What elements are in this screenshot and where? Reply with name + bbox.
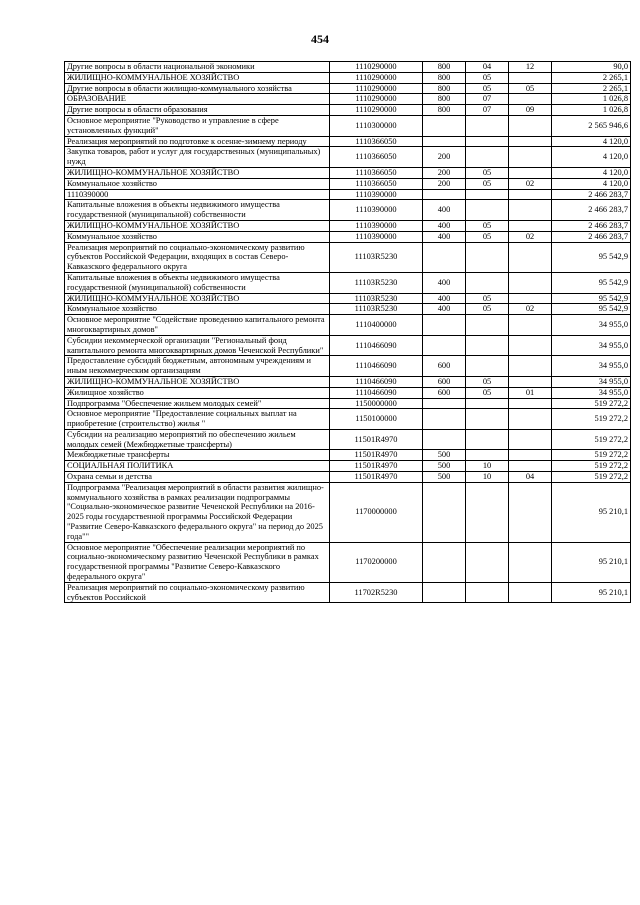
item-name-cell: Межбюджетные трансферты [65,450,330,461]
target-code-cell: 11501R4970 [330,429,423,450]
table-row [65,147,631,168]
expense-type-cell: 200 [423,167,466,178]
expense-type-cell [423,315,466,336]
item-name-cell: Подпрограмма "Обеспечение жильем молодых семей" [65,398,330,409]
table-row [65,242,631,272]
table-row [65,136,631,147]
table-row [65,482,631,542]
table-row [65,582,631,603]
target-code-cell: 1110466090 [330,387,423,398]
target-code-cell: 1110390000 [330,189,423,200]
table-row [65,409,631,430]
section-cell: 05 [466,376,509,387]
subsection-cell [509,272,552,293]
amount-cell: 95 210,1 [552,542,631,582]
page-number: 454 [311,32,329,46]
section-cell: 05 [466,72,509,83]
subsection-cell [509,72,552,83]
item-name-cell: Основное мероприятие "Обеспечение реализации мероприятий по социально-экономическому развитию Чеченской Республики в рамках государственной программы "Развитие Северо-Кавказского федерального округа" [65,542,330,582]
expense-type-cell [423,409,466,430]
item-name-cell: Коммунальное хозяйство [65,231,330,242]
item-name-cell: Субсидии некоммерческой организации "Региональный фонд капитального ремонта многоквартирных домов Чеченской Республики" [65,335,330,356]
subsection-cell [509,136,552,147]
amount-cell: 2 466 283,7 [552,189,631,200]
item-name-cell: ЖИЛИЩНО-КОММУНАЛЬНОЕ ХОЗЯЙСТВО [65,293,330,304]
subsection-cell [509,94,552,105]
table-row [65,472,631,483]
table-row [65,293,631,304]
table-row [65,450,631,461]
item-name-cell: Реализация мероприятий по подготовке к осенне-зимнему периоду [65,136,330,147]
table-row [65,62,631,73]
amount-cell: 95 210,1 [552,482,631,542]
table-row [65,167,631,178]
expense-type-cell [423,542,466,582]
subsection-cell [509,220,552,231]
amount-cell: 4 120,0 [552,167,631,178]
subsection-cell [509,167,552,178]
item-name-cell: 1110390000 [65,189,330,200]
target-code-cell: 11501R4970 [330,450,423,461]
item-name-cell: Реализация мероприятий по социально-экономическому развитию субъектов Российской Федерации, входящих в состав Северо-Кавказского федерального округа [65,242,330,272]
section-cell: 05 [466,387,509,398]
target-code-cell: 1110366050 [330,136,423,147]
target-code-cell: 1110290000 [330,72,423,83]
amount-cell: 519 272,2 [552,461,631,472]
expense-type-cell: 800 [423,83,466,94]
table-row [65,220,631,231]
item-name-cell: Субсидии на реализацию мероприятий по обеспечению жильем молодых семей (Межбюджетные трансферты) [65,429,330,450]
table-row [65,178,631,189]
target-code-cell: 1170200000 [330,542,423,582]
expense-type-cell: 400 [423,304,466,315]
amount-cell: 4 120,0 [552,136,631,147]
item-name-cell: Другие вопросы в области национальной экономики [65,62,330,73]
target-code-cell: 1110366050 [330,178,423,189]
section-cell [466,242,509,272]
amount-cell: 34 955,0 [552,335,631,356]
table-row [65,356,631,377]
section-cell: 07 [466,94,509,105]
expense-type-cell: 500 [423,461,466,472]
section-cell [466,189,509,200]
item-name-cell: Основное мероприятие "Руководство и управление в сфере установленных функций" [65,115,330,136]
target-code-cell: 1110466090 [330,356,423,377]
subsection-cell [509,398,552,409]
table-row [65,200,631,221]
section-cell [466,136,509,147]
target-code-cell: 11103R5230 [330,293,423,304]
target-code-cell: 1170000000 [330,482,423,542]
amount-cell: 2 265,1 [552,83,631,94]
subsection-cell [509,409,552,430]
item-name-cell: Капитальные вложения в объекты недвижимого имущества государственной (муниципальной) собственности [65,200,330,221]
amount-cell: 95 542,9 [552,272,631,293]
amount-cell: 1 026,8 [552,94,631,105]
expense-type-cell: 800 [423,72,466,83]
expense-type-cell [423,335,466,356]
budget-table [64,61,631,603]
amount-cell: 34 955,0 [552,315,631,336]
amount-cell: 95 542,9 [552,304,631,315]
target-code-cell: 1110290000 [330,105,423,116]
expense-type-cell: 800 [423,105,466,116]
amount-cell: 34 955,0 [552,376,631,387]
target-code-cell: 1110390000 [330,220,423,231]
section-cell: 05 [466,178,509,189]
section-cell [466,115,509,136]
table-row [65,83,631,94]
item-name-cell: Основное мероприятие "Предоставление социальных выплат на приобретение (строительство) жилья " [65,409,330,430]
amount-cell: 519 272,2 [552,472,631,483]
target-code-cell: 1110390000 [330,200,423,221]
item-name-cell: Основное мероприятие "Содействие проведению капитального ремонта многоквартирных домов" [65,315,330,336]
subsection-cell [509,429,552,450]
target-code-cell: 1110290000 [330,83,423,94]
section-cell [466,147,509,168]
section-cell [466,409,509,430]
expense-type-cell: 200 [423,178,466,189]
target-code-cell: 1150000000 [330,398,423,409]
subsection-cell [509,376,552,387]
expense-type-cell [423,242,466,272]
expense-type-cell: 400 [423,231,466,242]
item-name-cell: Охрана семьи и детства [65,472,330,483]
section-cell [466,582,509,603]
subsection-cell [509,542,552,582]
item-name-cell: ЖИЛИЩНО-КОММУНАЛЬНОЕ ХОЗЯЙСТВО [65,72,330,83]
subsection-cell [509,582,552,603]
target-code-cell: 1110300000 [330,115,423,136]
section-cell [466,272,509,293]
target-code-cell: 11702R5230 [330,582,423,603]
subsection-cell [509,461,552,472]
expense-type-cell: 200 [423,147,466,168]
target-code-cell: 11103R5230 [330,242,423,272]
section-cell [466,335,509,356]
section-cell: 10 [466,472,509,483]
section-cell [466,356,509,377]
subsection-cell [509,189,552,200]
expense-type-cell: 400 [423,220,466,231]
expense-type-cell [423,115,466,136]
section-cell [466,315,509,336]
table-row [65,231,631,242]
item-name-cell: Предоставление субсидий бюджетным, автономным учреждениям и иным некоммерческим организациям [65,356,330,377]
section-cell: 05 [466,220,509,231]
item-name-cell: Реализация мероприятий по социально-экономическому развитию субъектов Российской [65,582,330,603]
subsection-cell: 05 [509,83,552,94]
item-name-cell: ЖИЛИЩНО-КОММУНАЛЬНОЕ ХОЗЯЙСТВО [65,220,330,231]
table-row [65,94,631,105]
expense-type-cell: 400 [423,293,466,304]
target-code-cell: 1110466090 [330,376,423,387]
section-cell [466,398,509,409]
item-name-cell: ЖИЛИЩНО-КОММУНАЛЬНОЕ ХОЗЯЙСТВО [65,376,330,387]
amount-cell: 95 542,9 [552,293,631,304]
subsection-cell: 04 [509,472,552,483]
amount-cell: 2 466 283,7 [552,220,631,231]
expense-type-cell [423,429,466,450]
subsection-cell: 09 [509,105,552,116]
item-name-cell: Подпрограмма "Реализация мероприятий в области развития жилищно-коммунального хозяйства в рамках реализации подпрограммы "Социально-экономическое развитие Чеченской Республики на 2016-2025 годы государственной программы Российской Федерации "Развитие Северо-Кавказского федерального округа" на период до 2025 года"" [65,482,330,542]
section-cell: 05 [466,293,509,304]
table-row [65,105,631,116]
subsection-cell: 02 [509,178,552,189]
table-row [65,189,631,200]
table-row [65,387,631,398]
section-cell [466,200,509,221]
expense-type-cell: 400 [423,272,466,293]
item-name-cell: Закупка товаров, работ и услуг для государственных (муниципальных) нужд [65,147,330,168]
target-code-cell: 1110400000 [330,315,423,336]
budget-table-body [65,62,631,603]
item-name-cell: Другие вопросы в области образования [65,105,330,116]
expense-type-cell: 800 [423,62,466,73]
amount-cell: 519 272,2 [552,398,631,409]
amount-cell: 95 210,1 [552,582,631,603]
amount-cell: 2 565 946,6 [552,115,631,136]
section-cell: 05 [466,231,509,242]
table-row [65,72,631,83]
table-row [65,115,631,136]
target-code-cell: 11103R5230 [330,272,423,293]
amount-cell: 519 272,2 [552,450,631,461]
section-cell [466,542,509,582]
section-cell: 05 [466,167,509,178]
item-name-cell: Жилищное хозяйство [65,387,330,398]
target-code-cell: 1110290000 [330,94,423,105]
amount-cell: 2 466 283,7 [552,200,631,221]
target-code-cell: 1110366050 [330,167,423,178]
target-code-cell: 1110390000 [330,231,423,242]
section-cell [466,482,509,542]
expense-type-cell: 500 [423,450,466,461]
expense-type-cell: 800 [423,94,466,105]
table-row [65,461,631,472]
expense-type-cell [423,189,466,200]
target-code-cell: 1110366050 [330,147,423,168]
table-row [65,398,631,409]
subsection-cell [509,335,552,356]
table-row [65,304,631,315]
amount-cell: 519 272,2 [552,409,631,430]
expense-type-cell [423,398,466,409]
amount-cell: 2 466 283,7 [552,231,631,242]
amount-cell: 34 955,0 [552,387,631,398]
table-row [65,542,631,582]
target-code-cell: 11501R4970 [330,472,423,483]
amount-cell: 4 120,0 [552,178,631,189]
section-cell [466,450,509,461]
target-code-cell: 1150100000 [330,409,423,430]
subsection-cell [509,293,552,304]
expense-type-cell [423,136,466,147]
section-cell: 10 [466,461,509,472]
expense-type-cell [423,482,466,542]
table-row [65,376,631,387]
expense-type-cell: 600 [423,356,466,377]
amount-cell: 519 272,2 [552,429,631,450]
subsection-cell [509,356,552,377]
amount-cell: 95 542,9 [552,242,631,272]
target-code-cell: 11501R4970 [330,461,423,472]
table-row [65,429,631,450]
subsection-cell [509,147,552,168]
table-row [65,335,631,356]
target-code-cell: 11103R5230 [330,304,423,315]
amount-cell: 4 120,0 [552,147,631,168]
table-row [65,272,631,293]
expense-type-cell: 400 [423,200,466,221]
item-name-cell: СОЦИАЛЬНАЯ ПОЛИТИКА [65,461,330,472]
item-name-cell: Коммунальное хозяйство [65,178,330,189]
expense-type-cell: 500 [423,472,466,483]
subsection-cell [509,242,552,272]
subsection-cell [509,315,552,336]
section-cell: 05 [466,304,509,315]
section-cell: 07 [466,105,509,116]
subsection-cell [509,115,552,136]
item-name-cell: ЖИЛИЩНО-КОММУНАЛЬНОЕ ХОЗЯЙСТВО [65,167,330,178]
amount-cell: 2 265,1 [552,72,631,83]
amount-cell: 1 026,8 [552,105,631,116]
amount-cell: 90,0 [552,62,631,73]
expense-type-cell: 600 [423,387,466,398]
subsection-cell: 01 [509,387,552,398]
expense-type-cell: 600 [423,376,466,387]
subsection-cell: 12 [509,62,552,73]
subsection-cell [509,482,552,542]
subsection-cell [509,200,552,221]
table-row [65,315,631,336]
item-name-cell: ОБРАЗОВАНИЕ [65,94,330,105]
section-cell: 05 [466,83,509,94]
subsection-cell [509,450,552,461]
item-name-cell: Капитальные вложения в объекты недвижимого имущества государственной (муниципальной) собственности [65,272,330,293]
target-code-cell: 1110466090 [330,335,423,356]
section-cell: 04 [466,62,509,73]
amount-cell: 34 955,0 [552,356,631,377]
target-code-cell: 1110290000 [330,62,423,73]
item-name-cell: Другие вопросы в области жилищно-коммунального хозяйства [65,83,330,94]
expense-type-cell [423,582,466,603]
subsection-cell: 02 [509,231,552,242]
subsection-cell: 02 [509,304,552,315]
section-cell [466,429,509,450]
item-name-cell: Коммунальное хозяйство [65,304,330,315]
